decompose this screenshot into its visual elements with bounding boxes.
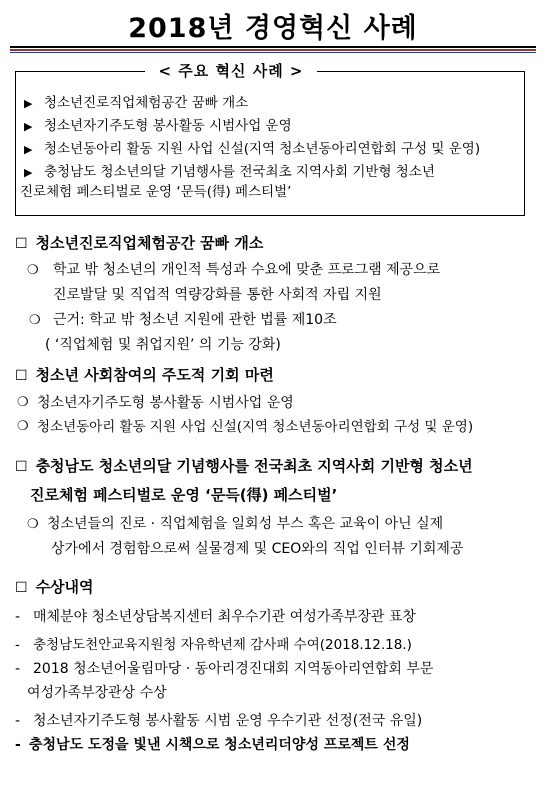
section-point: ❍ 청소년들의 진로 · 직업체험을 일회성 부스 혹은 교육이 아닌 실제 xyxy=(15,512,535,537)
circle-bullet-icon: ❍ xyxy=(17,395,29,410)
dash-bullet-icon: - xyxy=(15,609,21,625)
award-item-highlight: - 충청남도 도정을 빛낸 시책으로 청소년리더양성 프로젝트 선정 xyxy=(15,733,535,757)
dash-bullet-icon: - xyxy=(15,713,21,729)
title-divider-thin xyxy=(10,52,536,53)
summary-item: ▶ 청소년동아리 활동 지원 사업 신설(지역 청소년동아리연합회 구성 및 운영) xyxy=(24,139,529,159)
section-heading: ☐ 청소년 사회참여의 주도적 기회 마련 xyxy=(15,364,535,387)
award-item: - 2018 청소년어울림마당 · 동아리경진대회 지역동아리연합회 부문 xyxy=(15,657,535,681)
circle-bullet-icon: ❍ xyxy=(27,517,39,532)
square-bullet-icon: ☐ xyxy=(15,459,28,475)
page-title: 2018년 경영혁신 사례 xyxy=(128,13,418,44)
title-divider-accent xyxy=(10,49,536,51)
triangle-bullet-icon: ▶ xyxy=(24,120,33,133)
summary-item-continued: 진로체험 페스티벌로 운영 ‘문득(得) 페스티벌’ xyxy=(20,184,292,200)
dash-bullet-icon: - xyxy=(15,661,21,677)
triangle-bullet-icon: ▶ xyxy=(24,166,33,179)
dash-bullet-icon: - xyxy=(15,637,20,653)
section-point-continued: 상가에서 경험함으로써 실물경제 및 CEO와의 직업 인터뷰 기회제공 xyxy=(51,541,464,557)
award-item: - 충청남도천안교육지원청 자유학년제 감사패 수여(2018.12.18.) xyxy=(15,633,535,657)
section-point: ❍ 근거: 학교 밖 청소년 지원에 관한 법률 제10조 xyxy=(15,308,535,333)
circle-bullet-icon: ❍ xyxy=(27,263,39,278)
title-divider xyxy=(10,46,536,48)
square-bullet-icon: ☐ xyxy=(15,236,28,252)
triangle-bullet-icon: ▶ xyxy=(24,97,33,110)
award-item-continued: 여성가족부장관상 수상 xyxy=(27,685,167,701)
section-point: ❍ 청소년동아리 활동 지원 사업 신설(지역 청소년동아리연합회 구성 및 운영) xyxy=(15,415,535,439)
section-heading: ☐ 청소년진로직업체험공간 꿈빠 개소 xyxy=(15,232,535,255)
triangle-bullet-icon: ▶ xyxy=(24,143,33,156)
section-heading: ☐ 충청남도 청소년의달 기념행사를 전국최초 지역사회 기반형 청소년 xyxy=(15,455,535,478)
circle-bullet-icon: ❍ xyxy=(17,419,29,434)
section-youth-career-space xyxy=(15,232,535,358)
summary-item: ▶ 충청남도 청소년의달 기념행사를 전국최초 지역사회 기반형 청소년 xyxy=(24,162,529,182)
summary-list xyxy=(20,93,529,205)
section-awards xyxy=(15,576,535,757)
section-point-continued: ( ‘직업체험 및 취업지원’ 의 기능 강화) xyxy=(45,337,281,353)
dash-bullet-icon: - xyxy=(15,737,21,753)
section-heading-continued: 진로체험 페스티벌로 운영 ‘문득(得) 페스티벌’ xyxy=(30,486,338,504)
section-festival xyxy=(15,455,535,562)
section-point: ❍ 청소년자기주도형 봉사활동 시범사업 운영 xyxy=(15,391,535,415)
circle-bullet-icon: ❍ xyxy=(29,313,41,328)
section-youth-participation xyxy=(15,364,535,439)
square-bullet-icon: ☐ xyxy=(15,368,28,384)
section-point: ❍ 학교 밖 청소년의 개인적 특성과 수요에 맞춘 프로그램 제공으로 xyxy=(15,258,535,283)
award-item: - 매체분야 청소년상담복지센터 최우수기관 여성가족부장관 표창 xyxy=(15,605,535,629)
summary-box-heading: < 주요 혁신 사례 > xyxy=(145,60,317,82)
square-bullet-icon: ☐ xyxy=(15,580,28,596)
summary-item: ▶ 청소년진로직업체험공간 꿈빠 개소 xyxy=(24,93,529,113)
summary-item: ▶ 청소년자기주도형 봉사활동 시범사업 운영 xyxy=(24,116,529,136)
section-point-continued: 진로발달 및 직업적 역량강화를 통한 사회적 자립 지원 xyxy=(53,287,382,303)
award-item: - 청소년자기주도형 봉사활동 시범 운영 우수기관 선정(전국 유일) xyxy=(15,709,535,733)
section-heading: ☐ 수상내역 xyxy=(15,576,535,599)
